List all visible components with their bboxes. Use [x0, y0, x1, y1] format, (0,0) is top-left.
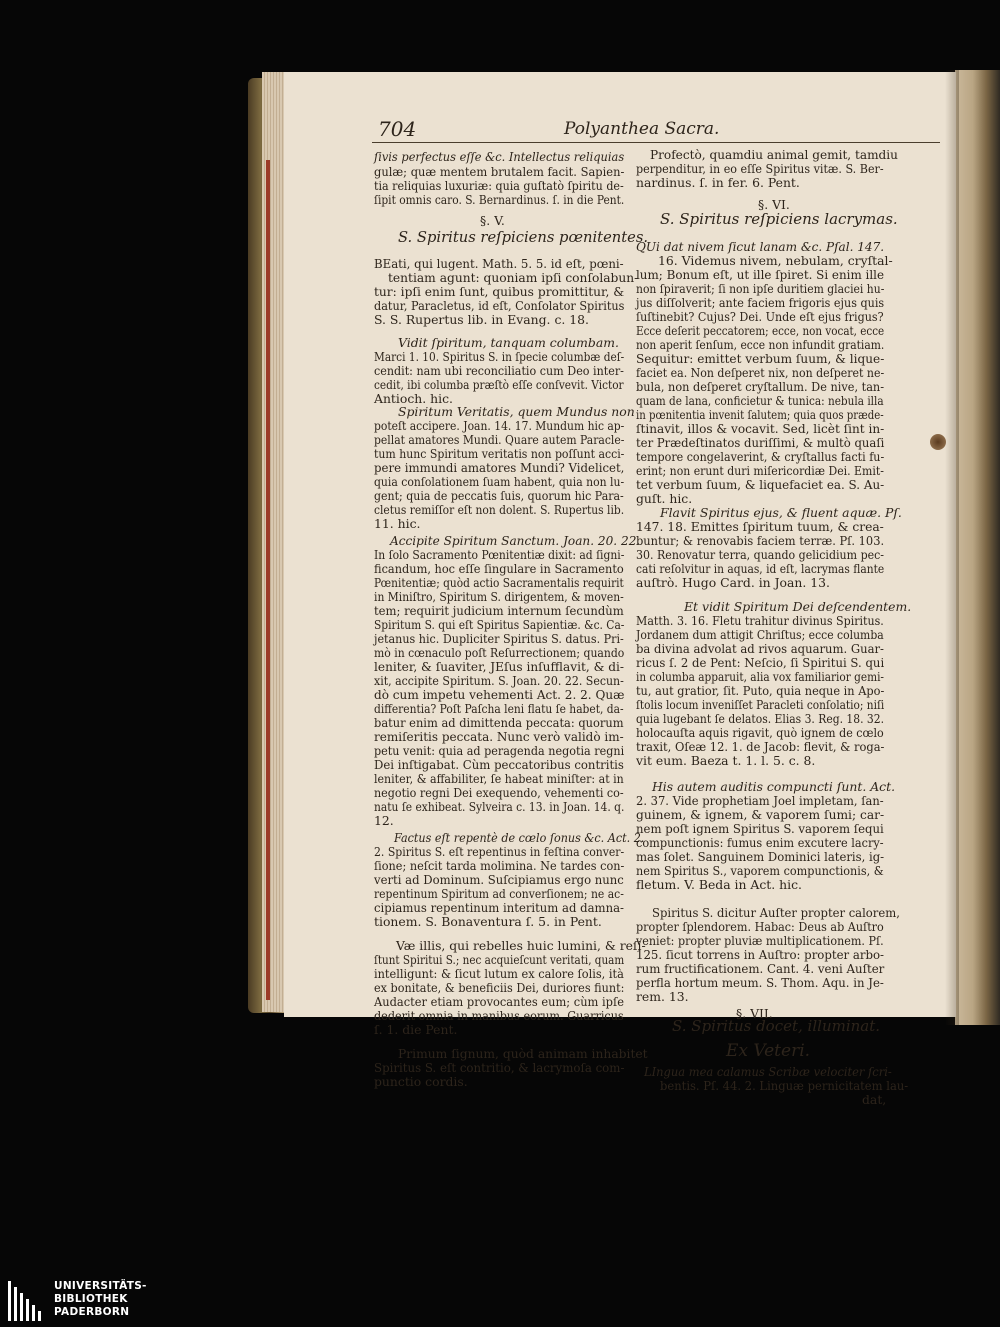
- text-line: tempore congelaverint, & cryſtallus facti fu-: [636, 449, 885, 464]
- text-line: Spiritus S. eſt contritio, & lacrymoſa com-: [374, 1060, 625, 1075]
- text-line: Jordanem dum attigit Chriſtus; ecce columba: [636, 627, 884, 642]
- text-line: tu, aut gratior, ſit. Puto, quia neque in Apo-: [636, 683, 885, 698]
- text-line: dederit omnia in manibus eorum. Guarricus: [374, 1008, 624, 1023]
- text-line: nem poſt ignem Spiritus S. vaporem ſequi: [636, 821, 884, 836]
- text-line: in columba apparuit, alia vox familiarior gemi-: [636, 669, 884, 684]
- running-head-rule: [372, 142, 940, 143]
- text-line: tet verbum ſuum, & liquefaciet ea. S. Au-: [636, 477, 885, 492]
- text-line: Sequitur: emittet verbum ſuum, & lique-: [636, 351, 885, 366]
- text-line: repentinum Spiritum ad converſionem; ne ac-: [374, 886, 624, 901]
- text-line: ſ. 1. die Pent.: [374, 1022, 458, 1037]
- text-line: natu ſe exhibeat. Sylveira c. 13. in Joan. 14. q.: [374, 799, 625, 814]
- text-line: Matth. 3. 16. Fletu trahitur divinus Spiritus.: [636, 613, 884, 628]
- text-line: tionem. S. Bonaventura ſ. 5. in Pent.: [374, 914, 602, 929]
- institution-name-line2: BIBLIOTHEK: [54, 1293, 128, 1305]
- text-line: Primum ſignum, quòd animam inhabitet: [398, 1046, 648, 1061]
- text-line: ſtunt Spiritui S.; nec acquieſcunt veritati, quam: [374, 952, 625, 967]
- text-line: LIngua mea calamus Scribæ velociter ſcri-: [644, 1064, 892, 1079]
- text-line: tentiam agunt: quoniam ipſi conſolabun-: [388, 270, 639, 285]
- text-line: ſivis perfectus eſſe &c. Intellectus reliquias: [374, 149, 625, 164]
- text-line: cendit: nam ubi reconciliatio cum Deo inter-: [374, 363, 624, 378]
- text-line: ſtinavit, illos & vocavit. Sed, licèt ſint in-: [636, 421, 885, 436]
- text-line: ba divina advolat ad rivos aquarum. Guar-: [636, 641, 884, 656]
- text-line: ficandum, hoc eſſe ſingulare in Sacramento: [374, 561, 624, 576]
- text-line: bentis. Pſ. 44. 2. Linguæ pernicitatem lau-: [660, 1078, 909, 1093]
- text-line: quia conſolationem ſuam habent, quia non lu-: [374, 474, 625, 489]
- text-line: ſipit omnis caro. S. Bernardinus. ſ. in die Pent.: [374, 192, 625, 207]
- text-line: Spiritum Veritatis, quem Mundus non: [398, 404, 635, 419]
- text-line: verti ad Dominum. Suſcipiamus ergo nunc: [374, 872, 624, 887]
- text-line: punctio cordis.: [374, 1074, 468, 1089]
- text-line: ſtolis locum inveniſſet Paracleti conſolatio; niſi: [636, 697, 885, 712]
- text-line: guinem, & ignem, & vaporem ſumi; car-: [636, 807, 885, 822]
- section-number: §. V.: [480, 213, 505, 228]
- text-line: nardinus. ſ. in fer. 6. Pent.: [636, 175, 800, 190]
- text-line: 147. 18. Emittes ſpiritum tuum, & crea-: [636, 519, 884, 534]
- text-line: differentia? Poſt Paſcha leni flatu ſe habet, da-: [374, 701, 624, 716]
- text-line: negotio regni Dei exequendo, vehementi co-: [374, 785, 624, 800]
- catchword: dat,: [862, 1092, 887, 1107]
- text-line: petu venit: quia ad peragenda negotia regni: [374, 743, 625, 758]
- text-line: leniter, & ſuaviter, JEſus inſufflavit, & di-: [374, 659, 625, 674]
- text-line: 11. hic.: [374, 516, 421, 531]
- text-line: datur, Paracletus, id eſt, Conſolator Spiritus: [374, 298, 625, 313]
- text-line: gent; quia de peccatis ſuis, quorum hic Para-: [374, 488, 624, 503]
- footer-bar: [0, 1273, 1000, 1327]
- text-line: buntur; & renovabis faciem terræ. Pſ. 103.: [636, 533, 885, 548]
- text-line: Marci 1. 10. Spiritus S. in ſpecie columbæ deſ-: [374, 349, 625, 364]
- text-line: 2. Spiritus S. eſt repentinus in feſtina conver-: [374, 844, 625, 859]
- section-heading: S. Spiritus reſpiciens pœnitentes.: [398, 228, 649, 246]
- text-line: ſione; neſcit tarda molimina. Ne tardes con-: [374, 858, 625, 873]
- text-line: In ſolo Sacramento Pœnitentiæ dixit: ad ſigni-: [374, 547, 625, 562]
- text-line: cipiamus repentinum interitum ad damna-: [374, 900, 624, 915]
- text-line: QUi dat nivem ſicut lanam &c. Pſal. 147.: [636, 239, 885, 254]
- text-line: jus diſſolverit; ante faciem frigoris ejus quis: [636, 295, 885, 310]
- text-line: batur enim ad dimittenda peccata: quorum: [374, 715, 624, 730]
- text-line: 16. Videmus nivem, nebulam, cryſtal-: [658, 253, 893, 268]
- text-line: pere immundi amatores Mundi? Videlicet,: [374, 460, 625, 475]
- text-line: dò cum impetu vehementi Act. 2. 2. Quæ: [374, 687, 625, 702]
- text-line: Væ illis, qui rebelles huic lumini, & reſi-: [396, 938, 646, 953]
- text-line: gulæ; quæ mentem brutalem facit. Sapien-: [374, 164, 625, 179]
- section-number: §. VI.: [758, 197, 790, 212]
- text-line: xit, accipite Spiritum. S. Joan. 20. 22. Secun-: [374, 673, 624, 688]
- text-line: propter ſplendorem. Habac: Deus ab Auſtro: [636, 919, 884, 934]
- text-line: jetanus hic. Dupliciter Spiritus S. datus. Pri-: [374, 631, 624, 646]
- paper-stain: [930, 434, 946, 450]
- red-page-edge: [266, 160, 270, 1000]
- section-heading: S. Spiritus docet, illuminat.: [672, 1017, 881, 1035]
- text-line: cedit, ibi columba præſtò eſſe conſvevit. Victor: [374, 377, 624, 392]
- library-logo-icon: [8, 1281, 48, 1321]
- text-line: bula, non deſperet cryſtallum. De nive, tan-: [636, 379, 885, 394]
- running-title: Polyanthea Sacra.: [564, 119, 720, 139]
- text-line: Vidit ſpiritum, tanquam columbam.: [398, 335, 619, 350]
- text-line: Spiritum S. qui eſt Spiritus Sapientiæ. &c. Ca-: [374, 617, 625, 632]
- facing-page-edge: [955, 70, 1000, 1025]
- text-line: vit eum. Baeza t. 1. l. 5. c. 8.: [636, 753, 816, 768]
- text-line: S. S. Rupertus lib. in Evang. c. 18.: [374, 312, 589, 327]
- text-line: tia reliquias luxuriæ: quia guſtatò ſpiritu de-: [374, 178, 624, 193]
- text-line: Accipite Spiritum Sanctum. Joan. 20. 22.: [390, 533, 641, 548]
- institution-name-line3: PADERBORN: [54, 1306, 130, 1318]
- text-line: perfla hortum meum. S. Thom. Aqu. in Je-: [636, 975, 884, 990]
- text-line: tum hunc Spiritum veritatis non poſſunt acci-: [374, 446, 625, 461]
- text-line: guſt. hic.: [636, 491, 693, 506]
- text-line: erint; non erunt duri miſericordiæ Dei. Emit-: [636, 463, 884, 478]
- institution-name-line1: UNIVERSITÄTS-: [54, 1280, 147, 1292]
- text-line: lum; Bonum eſt, ut ille ſpiret. Si enim ille: [636, 267, 885, 282]
- text-line: rem. 13.: [636, 989, 689, 1004]
- text-line: Audacter etiam provocantes eum; cùm ipſe: [374, 994, 624, 1009]
- text-line: traxit, Oſeæ 12. 1. de Jacob: flevit, & roga-: [636, 739, 885, 754]
- text-line: ſuſtinebit? Cujus? Dei. Unde eſt ejus frigus?: [636, 309, 884, 324]
- text-line: non ſpiraverit; ſi non ipſe duritiem glaciei hu-: [636, 281, 885, 296]
- text-line: holocauſta aquis rigavit, quò ignem de cœlo: [636, 725, 884, 740]
- text-line: Ecce deſerit peccatorem; ecce, non vocat, ecce: [636, 323, 885, 338]
- text-line: in pœnitentia invenit ſalutem; quia quos præde-: [636, 407, 884, 422]
- text-line: 2. 37. Vide prophetiam Joel impletam, ſan-: [636, 793, 884, 808]
- section-number: §. VII.: [736, 1006, 773, 1021]
- text-line: Et vidit Spiritum Dei deſcendentem.: [684, 599, 912, 614]
- text-line: Pœnitentiæ; quòd actio Sacramentalis requirit: [374, 575, 624, 590]
- text-line: His autem auditis compuncti ſunt. Act.: [652, 779, 896, 794]
- text-line: Profectò, quamdiu animal gemit, tamdiu: [650, 147, 898, 162]
- text-line: remiſeritis peccata. Nunc verò validò im-: [374, 729, 624, 744]
- text-line: quam de lana, conficietur & tunica: nebula illa: [636, 393, 884, 408]
- text-line: leniter, & affabiliter, ſe habeat miniſter: at in: [374, 771, 624, 786]
- section-heading: S. Spiritus reſpiciens lacrymas.: [660, 210, 898, 228]
- text-line: nem Spiritus S., vaporem compunctionis, &: [636, 863, 884, 878]
- text-line: ex bonitate, & beneficiis Dei, duriores fiunt:: [374, 980, 625, 995]
- text-line: non aperit ſenſum, ecce non infundit gratiam.: [636, 337, 885, 352]
- text-line: ter Prædeſtinatos duriſſimi, & multò quaſi: [636, 435, 885, 450]
- text-line: mas ſolet. Sanguinem Dominici lateris, ig-: [636, 849, 885, 864]
- text-line: auſtrò. Hugo Card. in Joan. 13.: [636, 575, 830, 590]
- text-line: faciet ea. Non deſperet nix, non deſperet ne-: [636, 365, 885, 380]
- text-line: cati reſolvitur in aquas, id eſt, lacrymas flante: [636, 561, 885, 576]
- text-line: cletus remiſſor eſt non dolent. S. Rupertus lib.: [374, 502, 625, 517]
- text-line: compunctionis: fumus enim excutere lacry-: [636, 835, 884, 850]
- text-line: tem; requirit judicium internum ſecundùm: [374, 603, 624, 618]
- text-line: perpenditur, in eo eſſe Spiritus vitæ. S. Ber-: [636, 161, 884, 176]
- text-line: mò in cœnaculo poſt Reſurrectionem; quando: [374, 645, 625, 660]
- text-line: rum fructificationem. Cant. 4. veni Auſter: [636, 961, 885, 976]
- text-line: in Miniſtro, Spiritum S. dirigentem, & moven-: [374, 589, 624, 604]
- text-line: Dei inſtigabat. Cùm peccatoribus contritis: [374, 757, 624, 772]
- text-line: 125. ſicut torrens in Auſtro: propter arbo-: [636, 947, 884, 962]
- text-line: 12.: [374, 813, 394, 828]
- text-line: poteſt accipere. Joan. 14. 17. Mundum hic ap-: [374, 418, 625, 433]
- text-line: ricus ſ. 2 de Pent: Neſcio, ſi Spiritui S. qui: [636, 655, 885, 670]
- text-line: Factus eſt repentè de cœlo ſonus &c. Act. 2.: [394, 830, 645, 845]
- text-line: BEati, qui lugent. Math. 5. 5. id eſt, pœni-: [374, 256, 624, 271]
- text-line: pellat amatores Mundi. Quare autem Paracle-: [374, 432, 625, 447]
- text-line: quia lugebant ſe delatos. Elias 3. Reg. 18. 32.: [636, 711, 885, 726]
- text-line: tur: ipſi enim ſunt, quibus promittitur, &: [374, 284, 625, 299]
- text-line: fletum. V. Beda in Act. hic.: [636, 877, 802, 892]
- text-line: intelligunt: & ſicut lutum ex calore ſolis, ità: [374, 966, 624, 981]
- text-line: veniet: propter pluviæ multiplicationem. Pſ.: [636, 933, 884, 948]
- text-line: Spiritus S. dicitur Auſter propter calorem,: [652, 905, 900, 920]
- text-line: Antioch. hic.: [374, 391, 453, 406]
- page-number: 704: [378, 117, 417, 141]
- spine-shadow: [945, 70, 959, 1025]
- subsection-heading: Ex Veteri.: [726, 1041, 811, 1061]
- text-line: Flavit Spiritus ejus, & fluent aquæ. Pſ.: [660, 505, 902, 520]
- text-line: 30. Renovatur terra, quando gelicidium pec-: [636, 547, 885, 562]
